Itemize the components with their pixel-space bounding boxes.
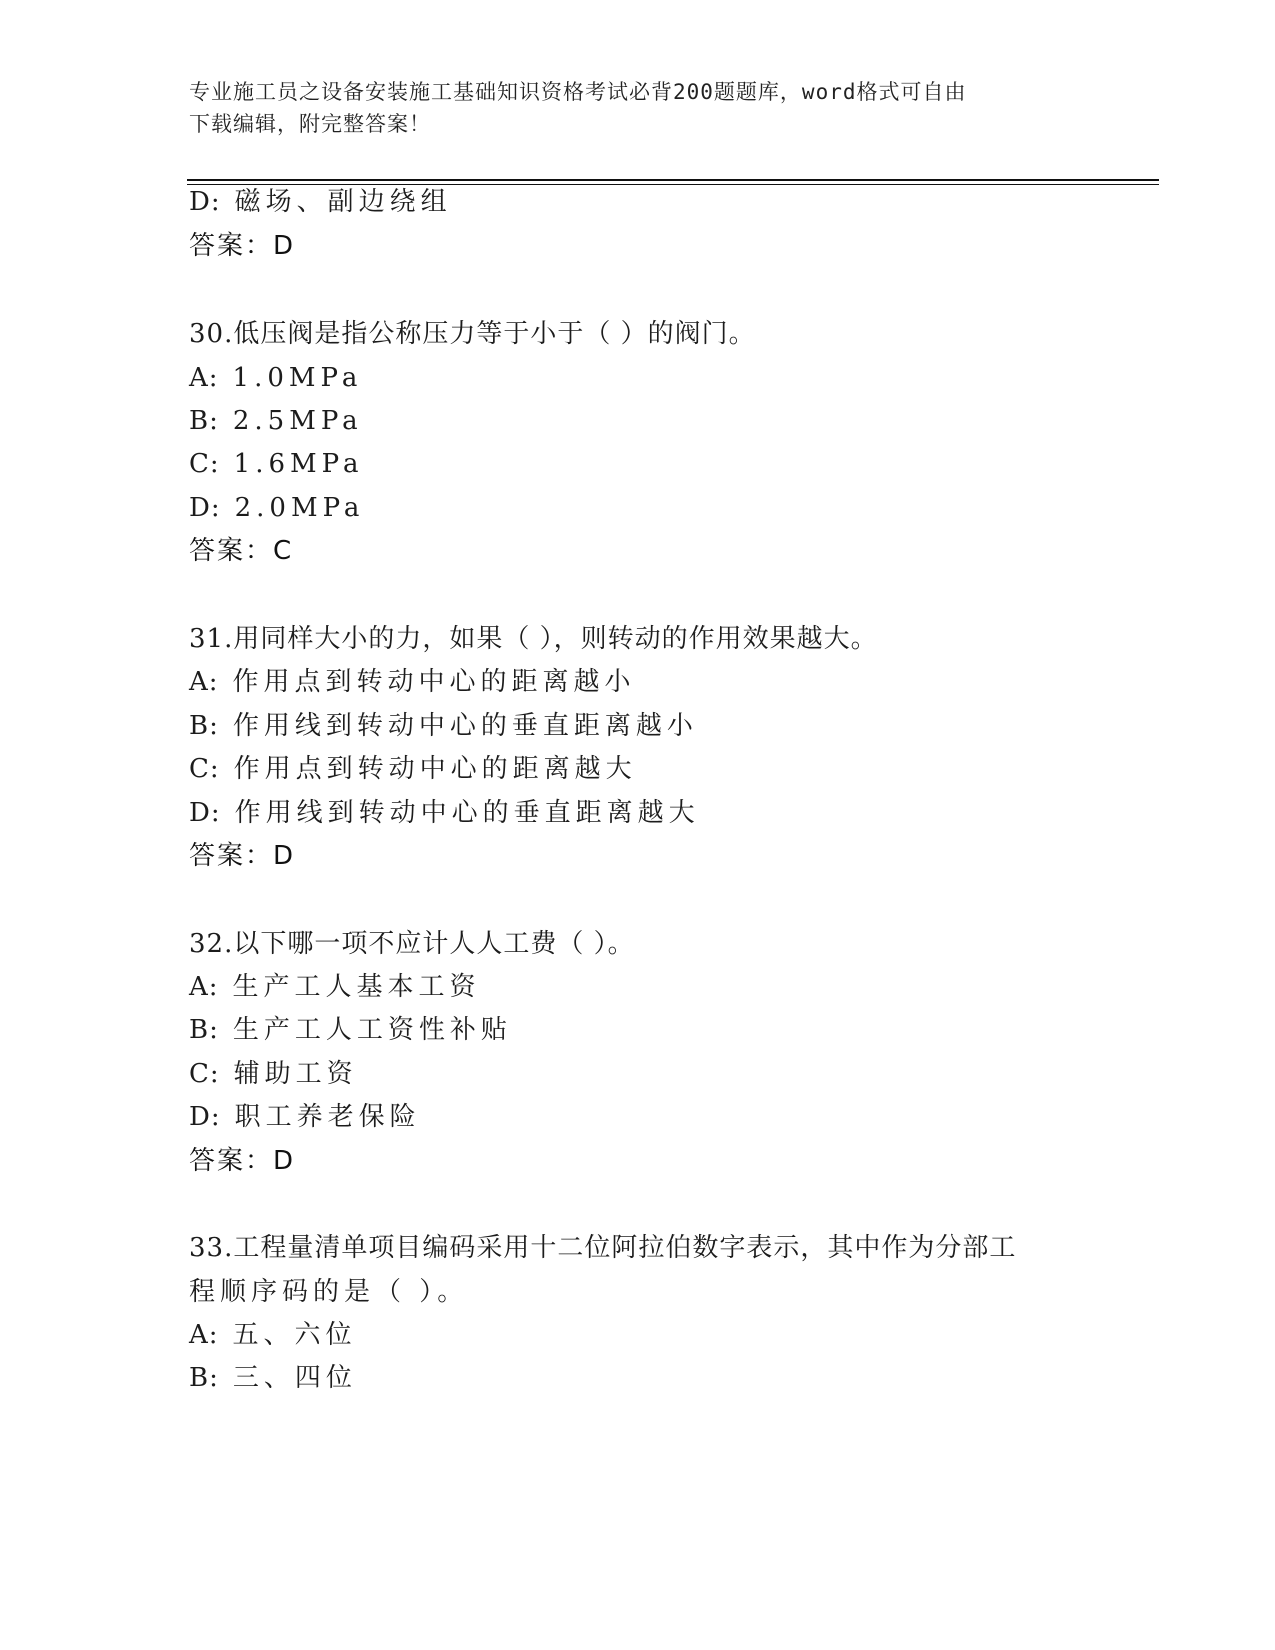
question-30-option-d [189, 492, 364, 524]
question-30-answer: 答案：C [189, 536, 294, 566]
question-33-option-b [189, 1362, 357, 1394]
option-label: D: [189, 798, 221, 828]
option-label: B: [189, 1363, 219, 1393]
question-32-answer: 答案：D [189, 1146, 296, 1176]
option-label: C: [189, 449, 220, 479]
option-text: 1.6MPa [233, 449, 364, 479]
question-32-option-d [189, 1101, 421, 1133]
option-text: 1.0MPa [232, 363, 363, 393]
option-text: 作用点到转动中心的距离越大 [233, 754, 637, 784]
option-text: 作用线到转动中心的垂直距离越大 [234, 798, 700, 828]
option-text: 作用点到转动中心的距离越小 [232, 667, 636, 697]
option-label: D: [189, 1102, 221, 1132]
question-31-stem: 31.用同样大小的力，如果（ ），则转动的作用效果越大。 [189, 624, 878, 654]
option-label: A: [189, 363, 219, 393]
question-31-answer: 答案：D [189, 841, 296, 871]
option-text: 生产工人基本工资 [232, 972, 481, 1002]
question-32-option-a [189, 971, 481, 1003]
option-label: A: [189, 972, 219, 1002]
question-30-option-b [189, 405, 363, 437]
question-32-stem: 32.以下哪一项不应计人人工费（ ）。 [189, 929, 635, 959]
option-label: B: [189, 1015, 219, 1045]
option-text: 磁场、副边绕组 [234, 187, 452, 217]
document-header [189, 76, 1089, 140]
question-30-option-c [189, 448, 363, 480]
option-label: A: [189, 667, 219, 697]
option-label: A: [189, 1320, 219, 1350]
question-31-option-c [189, 753, 637, 785]
answer-prev: 答案：D [189, 231, 296, 261]
option-text: 2.5MPa [232, 406, 363, 436]
option-label: D: [189, 493, 221, 523]
question-31-option-a [189, 666, 636, 698]
question-31-option-b [189, 710, 698, 742]
option-text: 三、四位 [232, 1363, 357, 1393]
option-label: D: [189, 187, 221, 217]
option-label: C: [189, 754, 220, 784]
question-30-option-a [189, 362, 362, 394]
header-divider-thick [187, 179, 1159, 181]
header-divider-thin [187, 184, 1159, 185]
question-31-option-d [189, 797, 700, 829]
option-text: 生产工人工资性补贴 [232, 1015, 512, 1045]
option-label: B: [189, 406, 219, 436]
question-33-option-a [189, 1319, 357, 1351]
header-line-2: 下载编辑，附完整答案！ [189, 112, 431, 136]
header-line-1: 专业施工员之设备安装施工基础知识资格考试必背200题题库，word格式可自由 [189, 80, 967, 104]
option-label: B: [189, 711, 219, 741]
question-32-option-c [189, 1058, 358, 1090]
question-30-stem: 30.低压阀是指公称压力等于小于（ ）的阀门。 [189, 319, 756, 349]
question-33-stem-line-2: 程顺序码的是（ ）。 [189, 1277, 469, 1307]
option-text: 五、六位 [232, 1320, 357, 1350]
option-d-prev [189, 186, 452, 218]
question-32-option-b [189, 1014, 512, 1046]
option-text: 职工养老保险 [234, 1102, 421, 1132]
option-text: 作用线到转动中心的垂直距离越小 [232, 711, 698, 741]
option-text: 2.0MPa [234, 493, 365, 523]
option-label: C: [189, 1059, 220, 1089]
option-text: 辅助工资 [233, 1059, 358, 1089]
question-33-stem-line-1: 33.工程量清单项目编码采用十二位阿拉伯数字表示，其中作为分部工 [189, 1233, 1017, 1263]
